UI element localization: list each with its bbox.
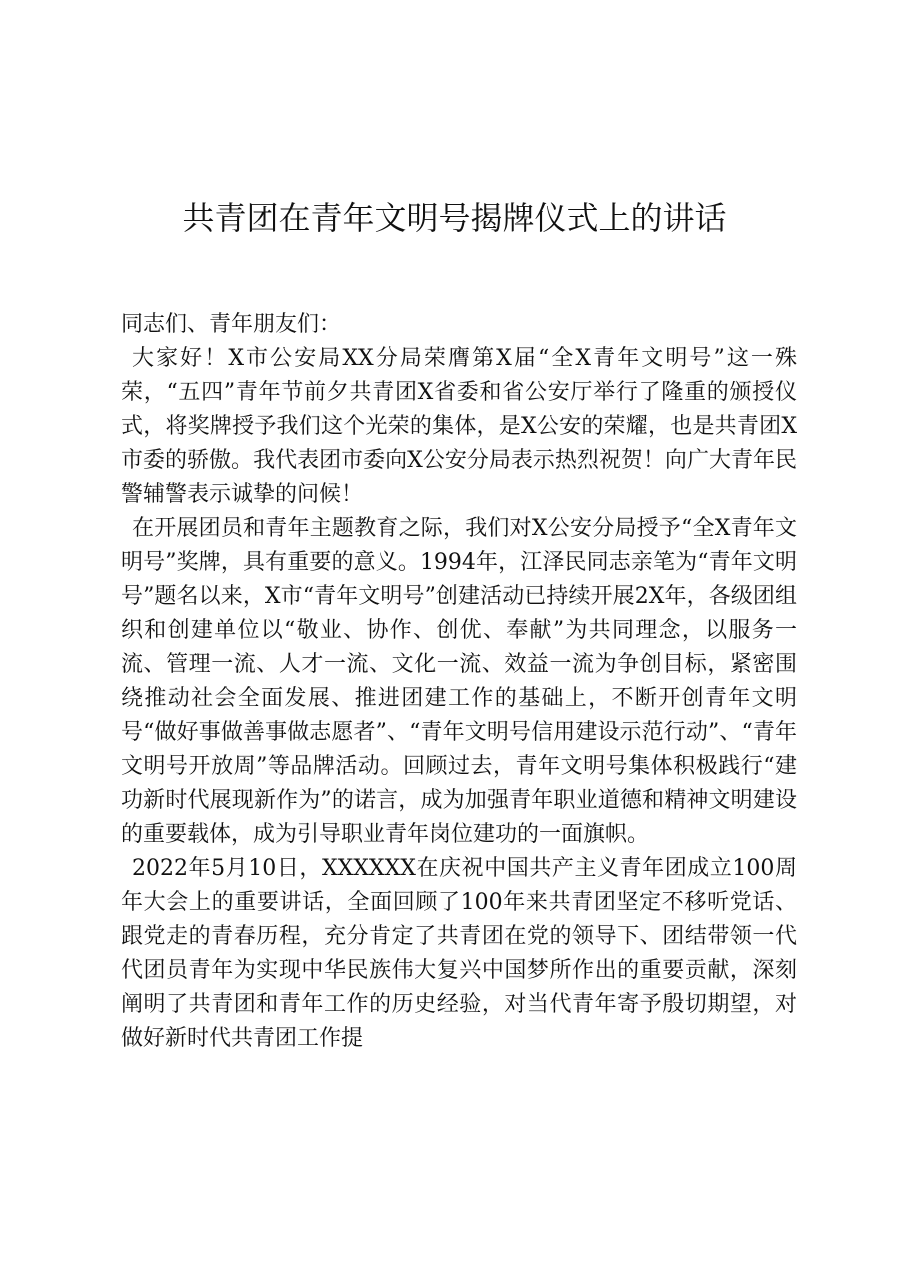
document-body [121,308,797,1056]
salutation: 同志们、青年朋友们： [121,312,342,337]
paragraph-significance: 在开展团员和青年主题教育之际，我们对X公安分局授予“全X青年文明号”奖牌，具有重要的意义。1994年，江泽民同志亲笔为“青年文明号”题名以来，X市“青年文明号”创建活动已持续开展2X年，各级团组织和创建单位以“敬业、协作、创优、奉献”为共同理念，以服务一流、管理一流、人才一流、文化一流、效益一流为争创目标，紧密围绕推动社会全面发展、推进团建工作的基础上，不断开创青年文明号“做好事做善事做志愿者”、“青年文明号信用建设示范行动”、“青年文明号开放周”等品牌活动。回顾过去，青年文明号集体积极践行“建功新时代展现新作为”的诺言，成为加强青年职业道德和精神文明建设的重要载体，成为引导职业青年岗位建功的一面旗帜。 [121,516,797,847]
document-title: 共青团在青年文明号揭牌仪式上的讲话 [182,199,727,237]
paragraph-speech: 2022年5月10日，XXXXXX在庆祝中国共产主义青年团成立100周年大会上的重要讲话，全面回顾了100年来共青团坚定不移听党话、跟党走的青春历程，充分肯定了共青团在党的领导下、团结带领一代代团员青年为实现中华民族伟大复兴中国梦所作出的重要贡献，深刻阐明了共青团和青年工作的历史经验，对当代青年寄予殷切期望，对做好新时代共青团工作提 [121,856,797,1051]
paragraph-greeting: 大家好！X市公安局XX分局荣膺第X届“全X青年文明号”这一殊荣，“五四”青年节前夕共青团X省委和省公安厅举行了隆重的颁授仪式，将奖牌授予我们这个光荣的集体，是X公安的荣耀，也是共青团X市委的骄傲。我代表团市委向X公安分局表示热烈祝贺！向广大青年民警辅警表示诚挚的问候！ [121,346,797,507]
